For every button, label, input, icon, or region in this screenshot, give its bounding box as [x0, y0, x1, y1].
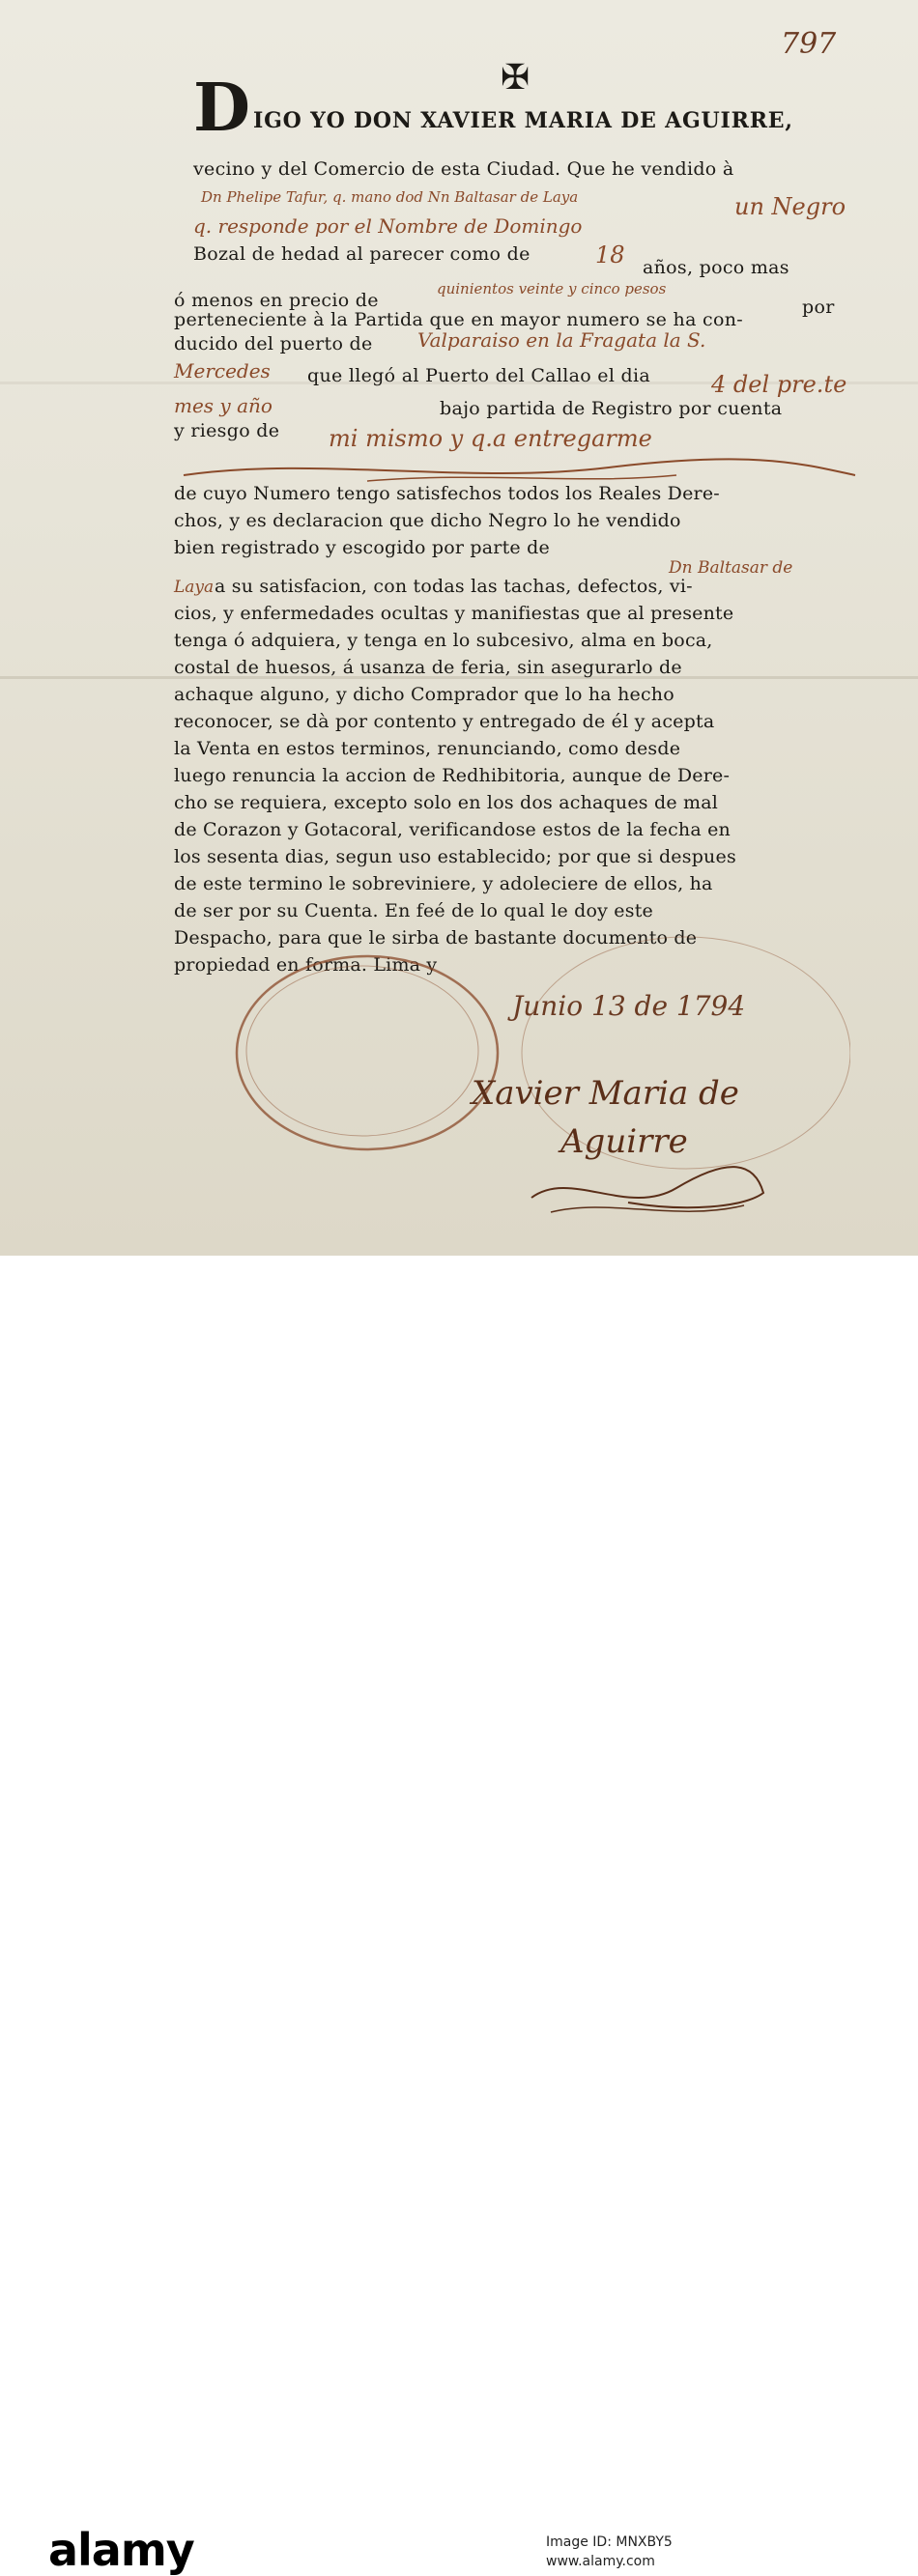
heading-text: IGO YO DON XAVIER MARIA DE AGUIRRE,: [253, 108, 793, 133]
footer-bar: [0, 1256, 918, 2576]
intro-line: vecino y del Comercio de esta Ciudad. Que he vendido à: [193, 158, 734, 180]
body-line: la Venta en estos terminos, renunciando, como desde: [174, 738, 681, 759]
handwritten-closing-date: Junio 13 de 1794: [512, 990, 746, 1022]
body-line: cho se requiera, excepto solo en los dos achaques de mal: [174, 792, 719, 813]
handwritten-date: 4 del pre.te: [711, 371, 847, 398]
handwritten-riesgo: mi mismo y q.a entregarme: [329, 425, 652, 452]
drop-cap: D: [193, 70, 251, 147]
handwritten-age: 18: [595, 241, 625, 269]
image-id-label: Image ID: MNXBY5: [546, 2534, 673, 2550]
print-line: perteneciente à la Partida que en mayor numero se ha con-: [174, 309, 743, 330]
print-line: que llegó al Puerto del Callao el dia: [307, 365, 651, 386]
handwritten-buyer-line: q. responde por el Nombre de Domingo: [193, 214, 583, 238]
signature-text: Aguirre: [560, 1122, 688, 1161]
body-line: chos, y es declaracion que dicho Negro lo he vendido: [174, 510, 681, 531]
body-line: de este termino le sobreviniere, y adoleciere de ellos, ha: [174, 873, 713, 894]
document-page: [0, 0, 918, 1256]
handwritten-port: Valparaiso en la Fragata la S.: [417, 328, 706, 352]
handwritten-ship: Mercedes: [174, 359, 271, 382]
handwritten-laya: Laya: [174, 578, 215, 597]
folio-number: 797: [781, 27, 837, 61]
body-line: de ser por su Cuenta. En feé de lo qual le doy este: [174, 900, 653, 921]
signature-flourish: [512, 1130, 783, 1227]
image-id: [546, 2533, 673, 2571]
signature-text: Xavier Maria de: [472, 1074, 739, 1113]
body-line: de cuyo Numero tengo satisfechos todos los Reales Dere-: [174, 483, 720, 504]
alamy-logo: alamy: [48, 2524, 194, 2576]
print-line: y riesgo de: [174, 420, 280, 441]
print-line: años, poco mas: [643, 257, 789, 278]
body-line: luego renuncia la accion de Redhibitoria, aunque de Dere-: [174, 765, 731, 786]
handwritten-un-negro: un Negro: [734, 193, 846, 220]
print-line: ducido del puerto de: [174, 333, 373, 354]
print-line: por: [802, 297, 835, 318]
print-line: Bozal de hedad al parecer como de: [193, 243, 531, 265]
body-line: reconocer, se dà por contento y entregado de él y acepta: [174, 711, 715, 732]
body-line: a su satisfacion, con todas las tachas, defectos, vi-: [215, 576, 693, 597]
body-line: achaque alguno, y dicho Comprador que lo ha hecho: [174, 684, 674, 705]
body-line: los sesenta dias, segun uso establecido; por que si despues: [174, 846, 736, 867]
body-line: de Corazon y Gotacoral, verificandose estos de la fecha en: [174, 819, 731, 840]
body-line: cios, y enfermedades ocultas y manifiestas que al presente: [174, 603, 734, 624]
cross-icon: ✠: [501, 58, 531, 98]
body-line: tenga ó adquiera, y tenga en lo subcesivo, alma en boca,: [174, 630, 713, 651]
body-line: bien registrado y escogido por parte de: [174, 537, 550, 558]
print-line: bajo partida de Registro por cuenta: [440, 398, 783, 419]
handwritten-buyer-line: Dn Phelipe Tafur, q. mano dod Nn Baltasar de Laya: [201, 188, 579, 206]
handwritten-price: quinientos veinte y cinco pesos: [437, 280, 667, 297]
image-url[interactable]: www.alamy.com: [546, 2554, 655, 2569]
print-line: ó menos en precio de: [174, 290, 379, 311]
body-line: costal de huesos, á usanza de feria, sin asegurarlo de: [174, 657, 682, 678]
body-line: propiedad en forma. Lima y: [174, 954, 438, 976]
handwritten-parte: Dn Baltasar de: [669, 558, 793, 578]
handwritten-date: mes y año: [174, 394, 273, 417]
body-line: Despacho, para que le sirba de bastante documento de: [174, 927, 698, 948]
